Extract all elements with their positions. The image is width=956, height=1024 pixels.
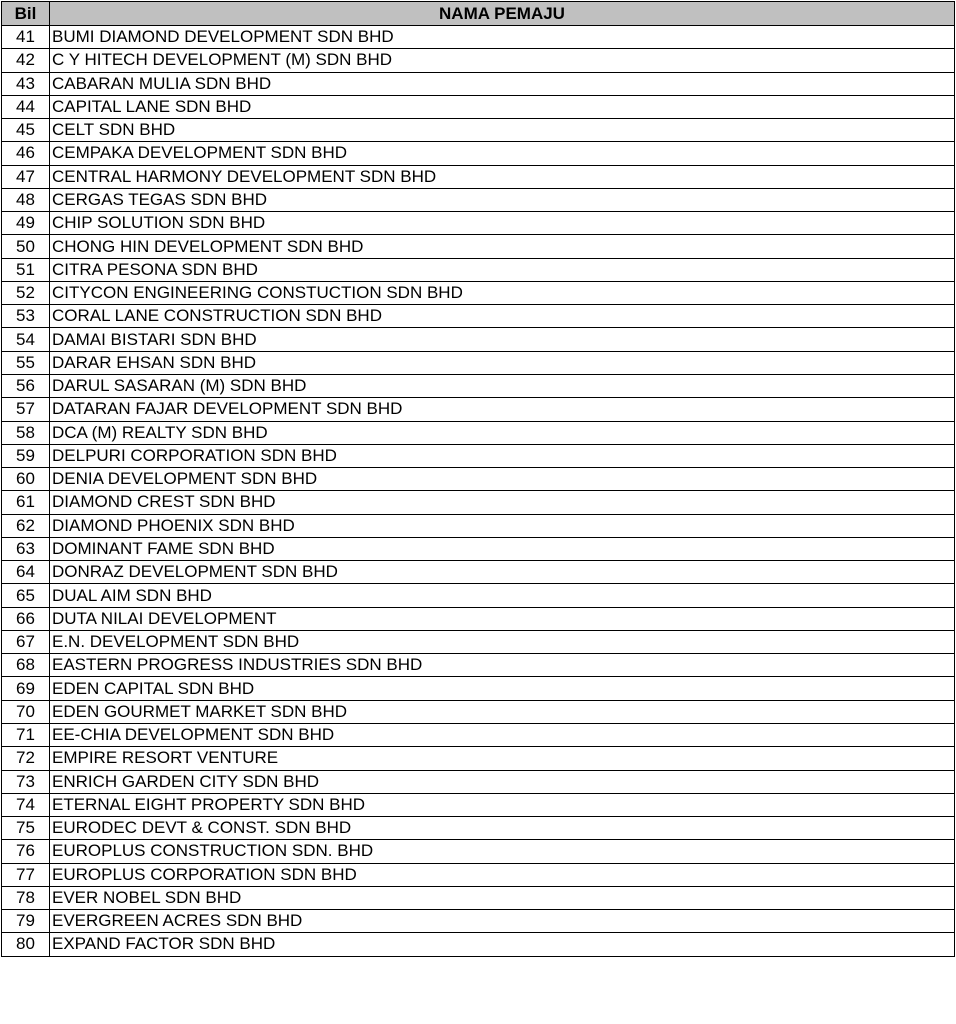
table-row [2, 840, 955, 863]
row-number-cell: 42 [2, 49, 50, 72]
table-row [2, 374, 955, 397]
table-row [2, 654, 955, 677]
developer-name-cell: BUMI DIAMOND DEVELOPMENT SDN BHD [50, 26, 955, 49]
table-row [2, 119, 955, 142]
table-row [2, 630, 955, 653]
developer-name-cell: CABARAN MULIA SDN BHD [50, 72, 955, 95]
developer-name-cell: DENIA DEVELOPMENT SDN BHD [50, 468, 955, 491]
table-row [2, 281, 955, 304]
table-row [2, 514, 955, 537]
table-row [2, 49, 955, 72]
table-row [2, 537, 955, 560]
developer-name-cell: EDEN CAPITAL SDN BHD [50, 677, 955, 700]
table-row [2, 723, 955, 746]
developer-name-cell: DCA (M) REALTY SDN BHD [50, 421, 955, 444]
developer-name-cell: CENTRAL HARMONY DEVELOPMENT SDN BHD [50, 165, 955, 188]
row-number-cell: 60 [2, 468, 50, 491]
developer-name-cell: EVERGREEN ACRES SDN BHD [50, 910, 955, 933]
row-number-cell: 61 [2, 491, 50, 514]
row-number-cell: 45 [2, 119, 50, 142]
row-number-cell: 44 [2, 95, 50, 118]
table-row [2, 398, 955, 421]
row-number-cell: 72 [2, 747, 50, 770]
developer-name-cell: DELPURI CORPORATION SDN BHD [50, 444, 955, 467]
developer-name-cell: CERGAS TEGAS SDN BHD [50, 188, 955, 211]
table-row [2, 328, 955, 351]
developer-name-cell: EUROPLUS CORPORATION SDN BHD [50, 863, 955, 886]
developer-name-cell: EXPAND FACTOR SDN BHD [50, 933, 955, 956]
row-number-cell: 49 [2, 212, 50, 235]
row-number-cell: 57 [2, 398, 50, 421]
developer-name-cell: DONRAZ DEVELOPMENT SDN BHD [50, 561, 955, 584]
developer-name-cell: CELT SDN BHD [50, 119, 955, 142]
table-row [2, 444, 955, 467]
developer-name-cell: ENRICH GARDEN CITY SDN BHD [50, 770, 955, 793]
developer-name-cell: CHIP SOLUTION SDN BHD [50, 212, 955, 235]
row-number-cell: 55 [2, 351, 50, 374]
row-number-cell: 51 [2, 258, 50, 281]
table-row [2, 770, 955, 793]
row-number-cell: 70 [2, 700, 50, 723]
table-row [2, 817, 955, 840]
table-row [2, 95, 955, 118]
table-row [2, 677, 955, 700]
header-row [2, 2, 955, 26]
developer-name-cell: DIAMOND PHOENIX SDN BHD [50, 514, 955, 537]
row-number-cell: 62 [2, 514, 50, 537]
row-number-cell: 71 [2, 723, 50, 746]
row-number-cell: 75 [2, 817, 50, 840]
row-number-cell: 54 [2, 328, 50, 351]
row-number-cell: 66 [2, 607, 50, 630]
table-row [2, 747, 955, 770]
table-row [2, 491, 955, 514]
developer-name-cell: ETERNAL EIGHT PROPERTY SDN BHD [50, 793, 955, 816]
row-number-cell: 63 [2, 537, 50, 560]
table-row [2, 793, 955, 816]
developer-name-cell: EURODEC DEVT & CONST. SDN BHD [50, 817, 955, 840]
table-row [2, 607, 955, 630]
row-number-cell: 65 [2, 584, 50, 607]
row-number-cell: 77 [2, 863, 50, 886]
developer-name-cell: E.N. DEVELOPMENT SDN BHD [50, 630, 955, 653]
table-row [2, 142, 955, 165]
table-row [2, 351, 955, 374]
row-number-cell: 79 [2, 910, 50, 933]
developer-name-cell: CORAL LANE CONSTRUCTION SDN BHD [50, 305, 955, 328]
table-row [2, 165, 955, 188]
developer-name-cell: DARUL SASARAN (M) SDN BHD [50, 374, 955, 397]
row-number-cell: 73 [2, 770, 50, 793]
row-number-cell: 56 [2, 374, 50, 397]
row-number-cell: 52 [2, 281, 50, 304]
row-number-cell: 74 [2, 793, 50, 816]
developer-name-cell: DUTA NILAI DEVELOPMENT [50, 607, 955, 630]
table-row [2, 561, 955, 584]
table-row [2, 886, 955, 909]
table-body [2, 26, 955, 957]
table-row [2, 235, 955, 258]
table-row [2, 863, 955, 886]
developer-name-cell: EUROPLUS CONSTRUCTION SDN. BHD [50, 840, 955, 863]
row-number-cell: 69 [2, 677, 50, 700]
row-number-cell: 41 [2, 26, 50, 49]
header-nama-pemaju: NAMA PEMAJU [50, 2, 955, 26]
developer-name-cell: EASTERN PROGRESS INDUSTRIES SDN BHD [50, 654, 955, 677]
table-row [2, 421, 955, 444]
header-bil: Bil [2, 2, 50, 26]
developer-name-cell: CITYCON ENGINEERING CONSTUCTION SDN BHD [50, 281, 955, 304]
row-number-cell: 46 [2, 142, 50, 165]
table-row [2, 700, 955, 723]
table-row [2, 72, 955, 95]
row-number-cell: 50 [2, 235, 50, 258]
row-number-cell: 48 [2, 188, 50, 211]
table-row [2, 188, 955, 211]
table-row [2, 584, 955, 607]
developer-table [1, 1, 955, 957]
row-number-cell: 47 [2, 165, 50, 188]
row-number-cell: 59 [2, 444, 50, 467]
developer-name-cell: EMPIRE RESORT VENTURE [50, 747, 955, 770]
developer-name-cell: EDEN GOURMET MARKET SDN BHD [50, 700, 955, 723]
developer-name-cell: DARAR EHSAN SDN BHD [50, 351, 955, 374]
developer-name-cell: DOMINANT FAME SDN BHD [50, 537, 955, 560]
developer-name-cell: CAPITAL LANE SDN BHD [50, 95, 955, 118]
table-row [2, 468, 955, 491]
developer-name-cell: EE-CHIA DEVELOPMENT SDN BHD [50, 723, 955, 746]
row-number-cell: 53 [2, 305, 50, 328]
row-number-cell: 80 [2, 933, 50, 956]
table-row [2, 26, 955, 49]
row-number-cell: 43 [2, 72, 50, 95]
row-number-cell: 67 [2, 630, 50, 653]
row-number-cell: 64 [2, 561, 50, 584]
developer-name-cell: EVER NOBEL SDN BHD [50, 886, 955, 909]
table-row [2, 258, 955, 281]
developer-name-cell: DIAMOND CREST SDN BHD [50, 491, 955, 514]
row-number-cell: 76 [2, 840, 50, 863]
row-number-cell: 68 [2, 654, 50, 677]
developer-name-cell: C Y HITECH DEVELOPMENT (M) SDN BHD [50, 49, 955, 72]
developer-name-cell: DATARAN FAJAR DEVELOPMENT SDN BHD [50, 398, 955, 421]
table-row [2, 212, 955, 235]
developer-name-cell: CHONG HIN DEVELOPMENT SDN BHD [50, 235, 955, 258]
developer-name-cell: DUAL AIM SDN BHD [50, 584, 955, 607]
table-row [2, 910, 955, 933]
row-number-cell: 58 [2, 421, 50, 444]
developer-name-cell: DAMAI BISTARI SDN BHD [50, 328, 955, 351]
table-row [2, 933, 955, 956]
table-row [2, 305, 955, 328]
developer-name-cell: CITRA PESONA SDN BHD [50, 258, 955, 281]
developer-name-cell: CEMPAKA DEVELOPMENT SDN BHD [50, 142, 955, 165]
row-number-cell: 78 [2, 886, 50, 909]
